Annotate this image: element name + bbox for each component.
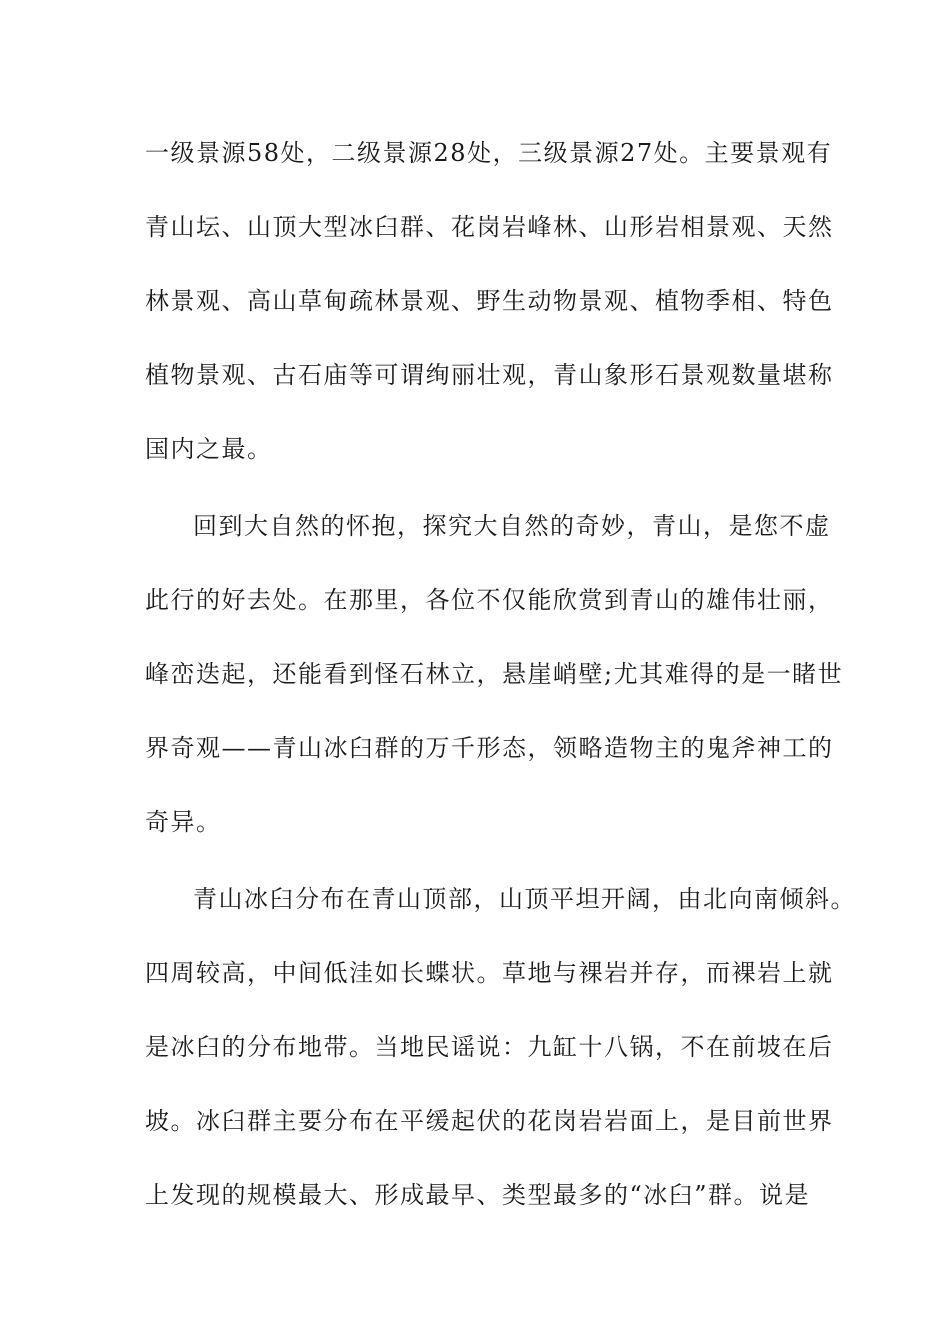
text-line: 四周较高，中间低洼如长蝶状。草地与裸岩并存，而裸岩上就 [145,959,834,987]
text-line: 坡。冰臼群主要分布在平缓起伏的花岗岩岩面上，是目前世界 [145,1107,834,1135]
text-line: 上发现的规模最大、形成最早、类型最多的“冰臼”群。说是 [145,1181,811,1209]
paragraph-first-line: 青山冰臼分布在青山顶部，山顶平坦开阔，由北向南倾斜。 [193,885,856,913]
text-line: 奇异。 [145,808,222,836]
paragraph-first-line: 回到大自然的怀抱，探究大自然的奇妙，青山，是您不虚 [193,512,831,540]
text-line: 一级景源58处，二级景源28处，三级景源27处。主要景观有 [145,139,833,167]
text-line: 植物景观、古石庙等可谓绚丽壮观，青山象形石景观数量堪称 [145,361,834,389]
text-line: 青山坛、山顶大型冰臼群、花岗岩峰林、山形岩相景观、天然 [145,213,834,241]
text-line: 界奇观——青山冰臼群的万千形态，领略造物主的鬼斧神工的 [145,734,834,762]
text-line: 此行的好去处。在那里，各位不仅能欣赏到青山的雄伟壮丽， [145,586,834,614]
text-line: 峰峦迭起，还能看到怪石林立，悬崖峭壁;尤其难得的是一睹世 [145,660,844,688]
text-line: 是冰臼的分布地带。当地民谣说：九缸十八锅，不在前坡在后 [145,1033,834,1061]
text-line: 国内之最。 [145,435,273,463]
text-line: 林景观、高山草甸疏林景观、野生动物景观、植物季相、特色 [145,287,834,315]
